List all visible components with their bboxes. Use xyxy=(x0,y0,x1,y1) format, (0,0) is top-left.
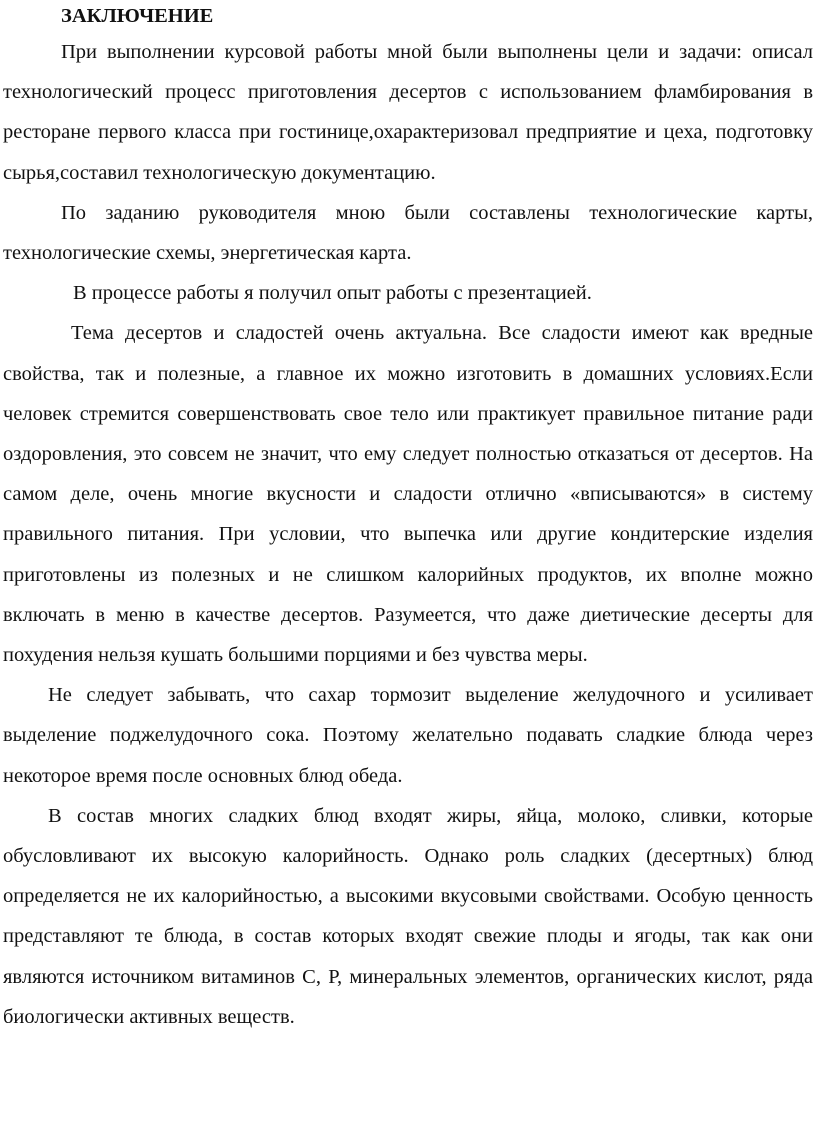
paragraph-composition: В состав многих сладких блюд входят жиры, яйца, молоко, сливки, которые обусловливают их высокую калорийность. Однако роль сладких (десертных) блюд определяется не их калорийностью, а высокими вкусовыми свойствами. Особую ценность представляют те блюда, в состав которых входят свежие плоды и ягоды, так как они являются источником витаминов С, Р, минеральных элементов, органических кислот, ряда биологически активных веществ. xyxy=(3,804,813,1028)
paragraph-goals: При выполнении курсовой работы мной были выполнены цели и задачи: описал технологический процесс приготовления десертов с использованием фламбирования в ресторане первого класса при гостинице,охарактеризовал предприятие и цеха, подготовку сырья,составил технологическую документацию. xyxy=(3,41,813,184)
paragraph-desserts-topic: Тема десертов и сладостей очень актуальна. Все сладости имеют как вредные свойства, так и полезные, а главное их можно изготовить в домашних условиях.Если человек стремится совершенствовать свое тело или практикует правильное питание ради оздоровления, это совсем не значит, что ему следует полностью отказаться от десертов. На самом деле, очень многие вкусности и сладости отлично «вписываются» в систему правильного питания. При условии, что выпечка или другие кондитерские изделия приготовлены из полезных и не слишком калорийных продуктов, их вполне можно включать в меню в качестве десертов. Разумеется, что даже диетические десерты для похудения нельзя кушать большими порциями и без чувства меры. xyxy=(3,322,813,667)
paragraph-presentation: В процессе работы я получил опыт работы с презентацией. xyxy=(73,282,592,305)
paragraph-sugar: Не следует забывать, что сахар тормозит выделение желудочного и усиливает выделение поджелудочного сока. Поэтому желательно подавать сладкие блюда через некоторое время после основных блюд обеда. xyxy=(3,684,813,787)
paragraph-documents: По заданию руководителя мною были составлены технологические карты, технологические схемы, энергетическая карта. xyxy=(3,201,813,265)
section-heading: ЗАКЛЮЧЕНИЕ xyxy=(61,5,214,27)
